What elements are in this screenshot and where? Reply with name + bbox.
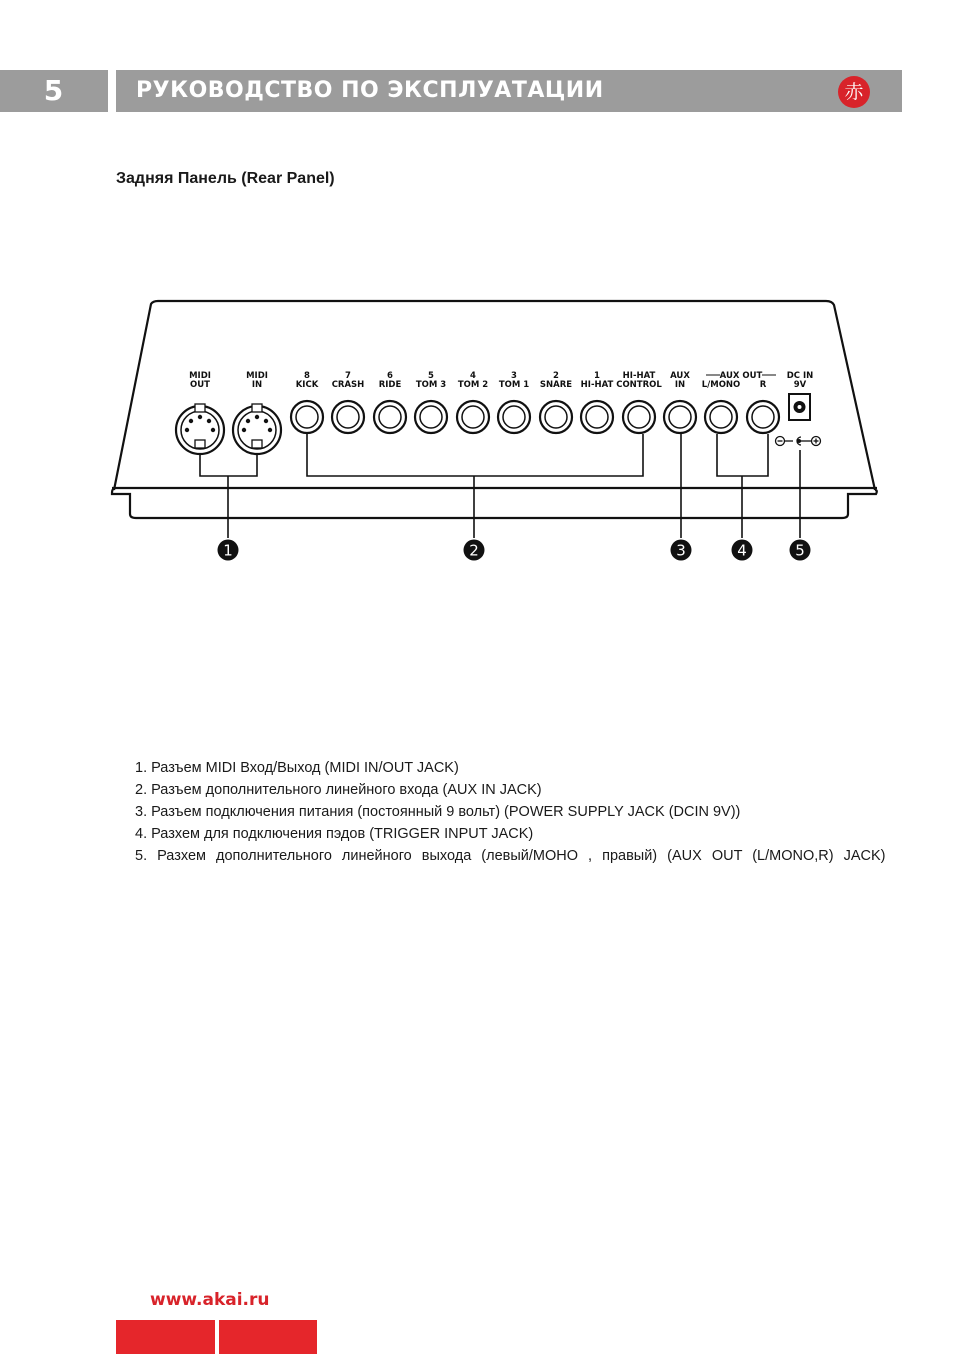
label-tom2-1: 4 [470, 371, 476, 381]
label-crash-1: 7 [345, 371, 351, 381]
description-item-2: 2. Разъем дополнительного линейного входа (AUX IN JACK) [135, 782, 542, 798]
description-item-1: 1. Разъем MIDI Вход/Выход (MIDI IN/OUT JACK) [135, 760, 459, 776]
jack-tom3 [415, 401, 447, 433]
footer-bar-right [219, 1320, 317, 1354]
callout-5: 5 [795, 541, 805, 560]
bracket-1 [200, 455, 257, 538]
label-midi-out-1: MIDI [189, 371, 211, 381]
callout-3: 3 [676, 541, 686, 560]
bracket-2 [307, 434, 643, 538]
section-title: Задняя Панель (Rear Panel) [116, 170, 335, 187]
jack-ride [374, 401, 406, 433]
label-ride-1: 6 [387, 371, 393, 381]
midi-out-connector [176, 404, 224, 454]
label-dcin-2: 9V [793, 380, 807, 390]
label-hhcontrol-2: CONTROL [616, 380, 662, 390]
callout-1: 1 [223, 541, 233, 560]
label-hihat-2: HI-HAT [580, 380, 614, 390]
description-item-5: 5. Разхем дополнительного линейного выхода (левый/МОНО , правый) (AUX OUT (L/MONO,R) JACK) [135, 848, 886, 864]
label-lmono: L/MONO [701, 380, 741, 390]
label-snare-1: 2 [553, 371, 559, 381]
label-midi-in-1: MIDI [246, 371, 268, 381]
description-item-4: 4. Разхем для подключения пэдов (TRIGGER INPUT JACK) [135, 826, 534, 842]
jack-snare [540, 401, 572, 433]
bracket-4 [717, 434, 768, 538]
label-tom3-2: TOM 3 [415, 380, 447, 390]
page-title: РУКОВОДСТВО ПО ЭКСПЛУАТАЦИИ [136, 78, 604, 103]
jack-hihat-control [623, 401, 655, 433]
label-tom1-2: TOM 1 [498, 380, 530, 390]
jack-aux-in [664, 401, 696, 433]
label-hihat-1: 1 [594, 371, 600, 381]
jack-aux-out-lmono [705, 401, 737, 433]
description-item-3: 3. Разъем подключения питания (постоянный 9 вольт) (POWER SUPPLY JACK (DCIN 9V)) [135, 804, 741, 820]
label-tom3-1: 5 [428, 371, 434, 381]
label-hhcontrol-1: HI-HAT [622, 371, 656, 381]
label-midi-in-2: IN [251, 380, 263, 390]
polarity-icon [776, 437, 821, 446]
label-kick-2: KICK [295, 380, 319, 390]
footer-bar-left [116, 1320, 215, 1354]
page-number: 5 [0, 70, 108, 112]
jack-hihat [581, 401, 613, 433]
rear-panel-diagram [100, 290, 890, 580]
label-snare-2: SNARE [539, 380, 573, 390]
description-list [116, 757, 899, 867]
akai-logo-icon: 赤 [838, 76, 870, 108]
label-ride-2: RIDE [378, 380, 402, 390]
midi-in-connector [233, 404, 281, 454]
callout-2: 2 [469, 541, 479, 560]
label-auxout-group: AUX OUT [719, 371, 763, 381]
label-right: R [759, 380, 767, 390]
label-kick-1: 8 [304, 371, 310, 381]
dc-in-jack [789, 394, 810, 420]
label-auxin-2: IN [674, 380, 686, 390]
footer-url[interactable]: www.akai.ru [150, 1290, 270, 1310]
label-tom2-2: TOM 2 [457, 380, 489, 390]
label-auxin-1: AUX [670, 371, 690, 381]
panel-body [114, 301, 875, 490]
jack-kick [291, 401, 323, 433]
jack-aux-out-r [747, 401, 779, 433]
callout-4: 4 [737, 541, 747, 560]
jack-tom1 [498, 401, 530, 433]
jack-tom2 [457, 401, 489, 433]
panel-base [112, 490, 877, 519]
label-dcin-1: DC IN [786, 371, 814, 381]
jack-crash [332, 401, 364, 433]
label-midi-out-2: OUT [190, 380, 210, 390]
label-crash-2: CRASH [331, 380, 365, 390]
label-tom1-1: 3 [511, 371, 517, 381]
